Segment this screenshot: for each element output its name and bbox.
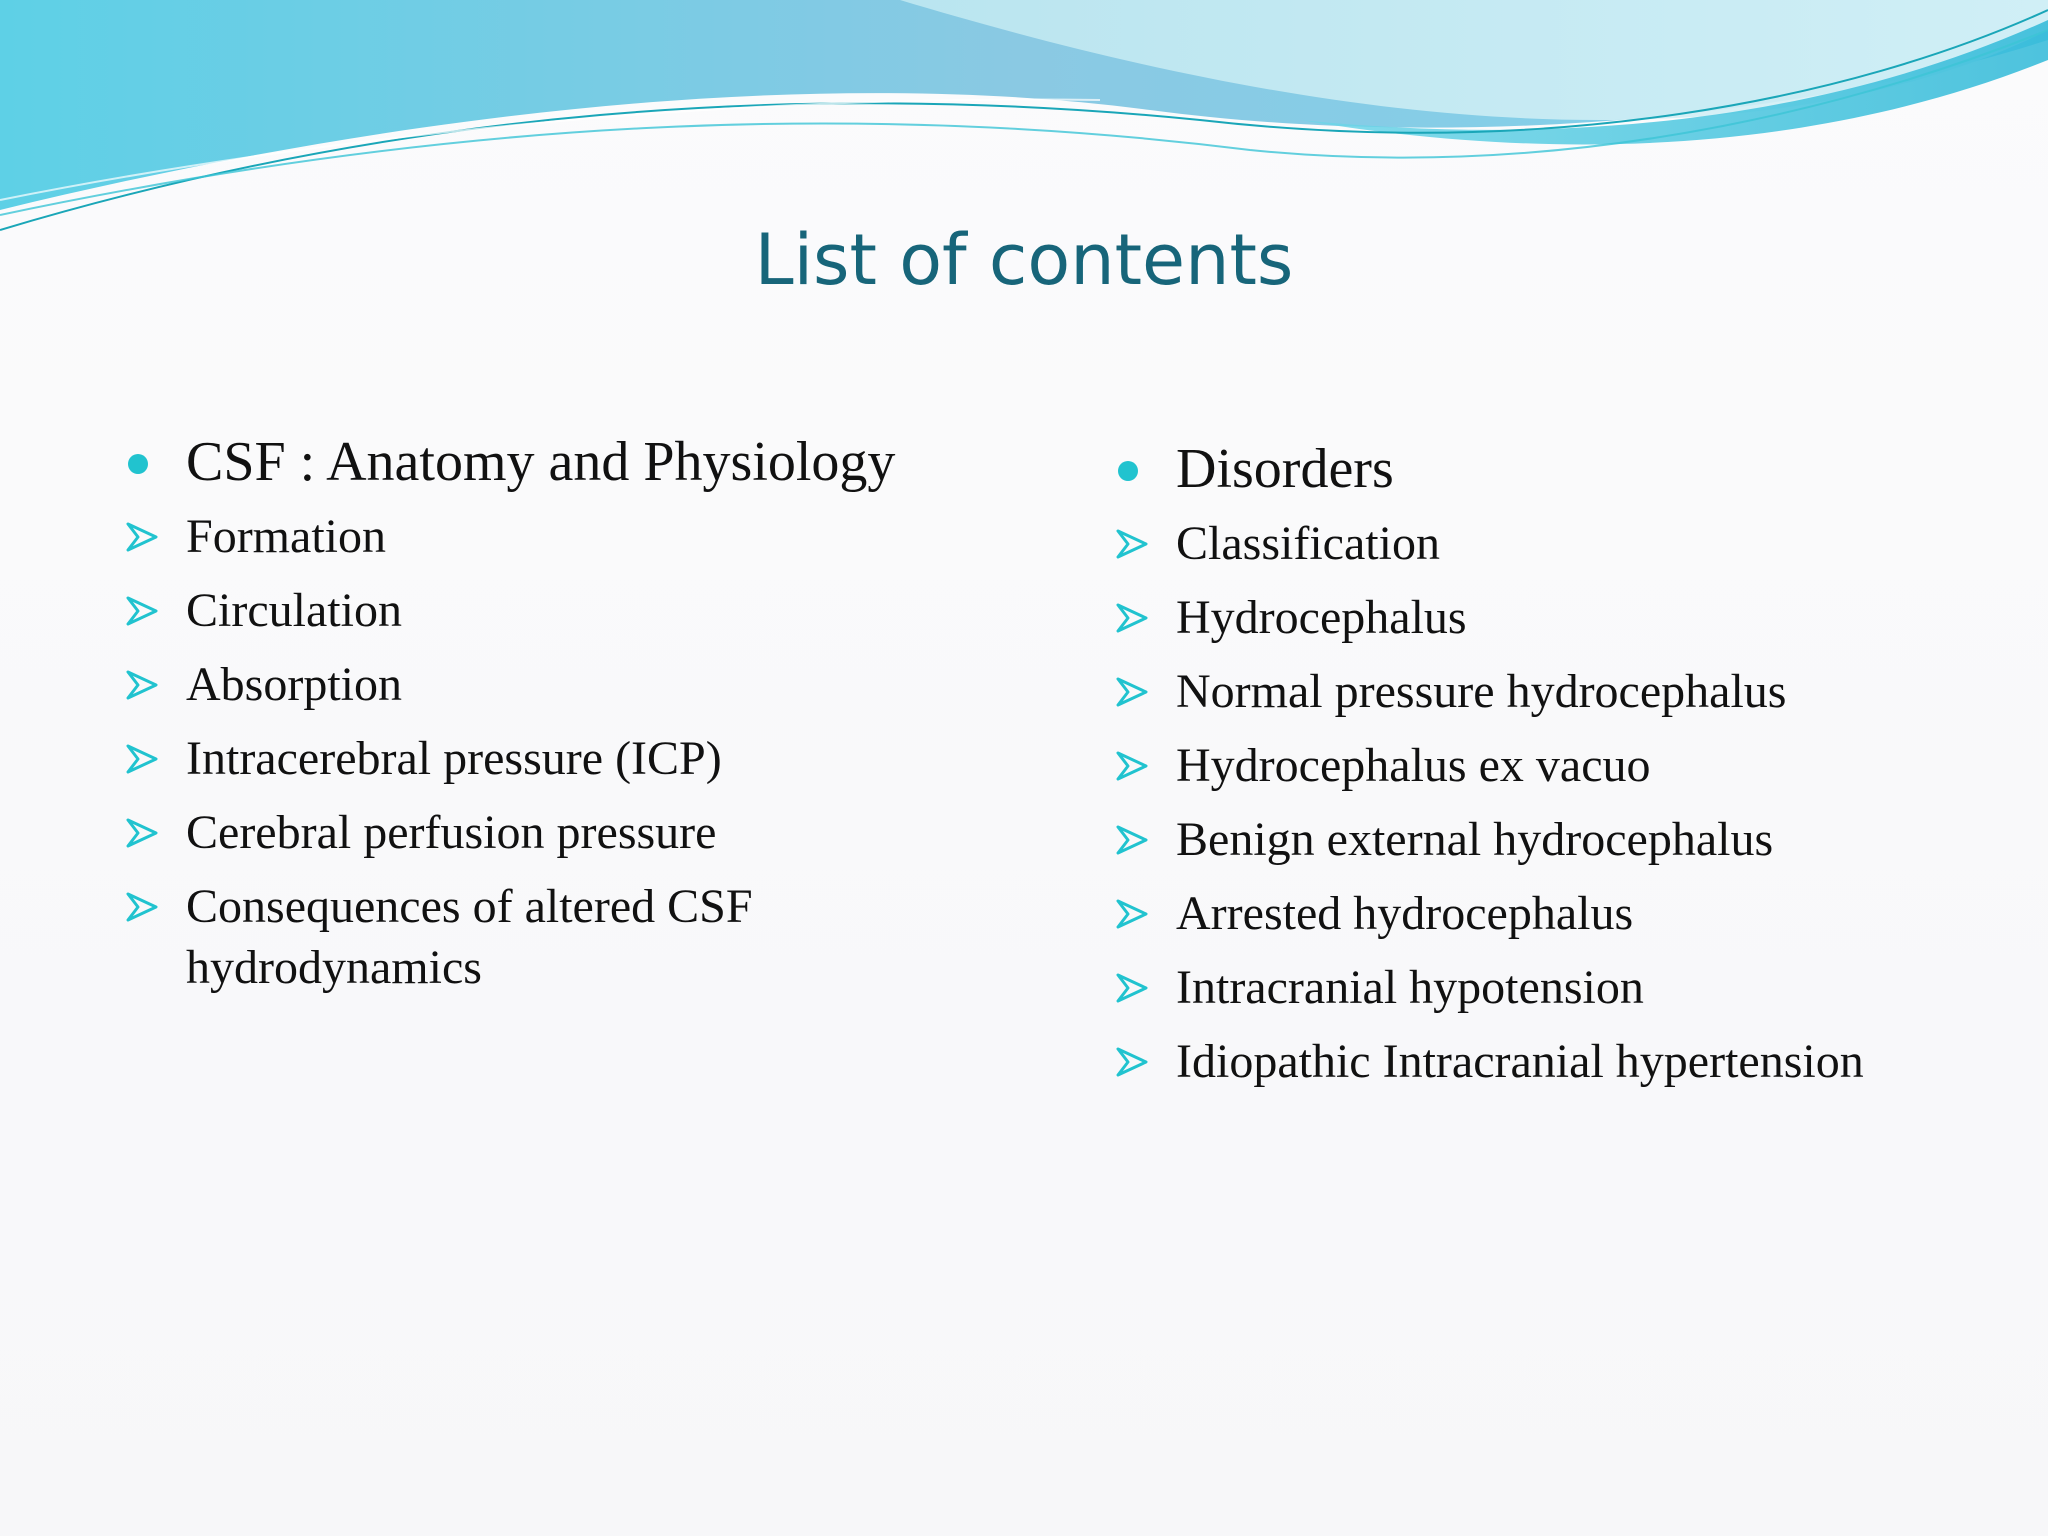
list-item [1114,661,2014,722]
arrow-bullet-icon [126,522,158,552]
arrow-bullet-icon [1116,529,1148,559]
left-heading: CSF : Anatomy and Physiology [186,431,896,493]
list-heading-item [1114,437,2014,501]
list-item [1114,1031,2014,1092]
arrow-bullet-icon [1116,973,1148,1003]
arrow-bullet-icon [1116,1047,1148,1077]
list-item-label: Hydrocephalus ex vacuo [1176,739,1651,792]
round-bullet-icon [128,454,148,474]
list-item [1114,735,2014,796]
arrow-bullet-icon [1116,677,1148,707]
arrow-bullet-icon [126,670,158,700]
list-item [124,654,964,715]
list-item [124,802,964,863]
arrow-bullet-icon [1116,603,1148,633]
arrow-bullet-icon [126,744,158,774]
arrow-bullet-icon [1116,899,1148,929]
list-item-label: Consequences of altered CSF hydrodynamics [186,880,753,994]
list-item [1114,883,2014,944]
arrow-bullet-icon [1116,751,1148,781]
list-item-label: Intracerebral pressure (ICP) [186,732,722,785]
list-item [124,580,964,641]
list-item-label: Hydrocephalus [1176,591,1467,644]
list-item [124,506,964,567]
list-item-label: Intracranial hypotension [1176,961,1644,1014]
list-item-label: Classification [1176,517,1440,570]
list-heading-item [124,430,964,494]
list-item-label: Absorption [186,658,402,711]
right-column-list [1114,437,2014,1105]
list-item [1114,513,2014,574]
list-item-label: Normal pressure hydrocephalus [1176,665,1787,718]
list-item [1114,587,2014,648]
list-item [1114,809,2014,870]
list-item [1114,957,2014,1018]
list-item-label: Formation [186,510,386,563]
list-item [124,728,964,789]
list-item-label: Idiopathic Intracranial hypertension [1176,1035,1864,1088]
right-heading: Disorders [1176,438,1394,500]
slide-title: List of contents [754,219,1294,301]
list-item [124,876,906,998]
left-column-list [124,430,964,1011]
arrow-bullet-icon [1116,825,1148,855]
arrow-bullet-icon [126,596,158,626]
arrow-bullet-icon [126,892,158,922]
list-item-label: Circulation [186,584,402,637]
arrow-bullet-icon [126,818,158,848]
list-item-label: Arrested hydrocephalus [1176,887,1634,940]
list-item-label: Cerebral perfusion pressure [186,806,717,859]
round-bullet-icon [1118,461,1138,481]
list-item-label: Benign external hydrocephalus [1176,813,1774,866]
